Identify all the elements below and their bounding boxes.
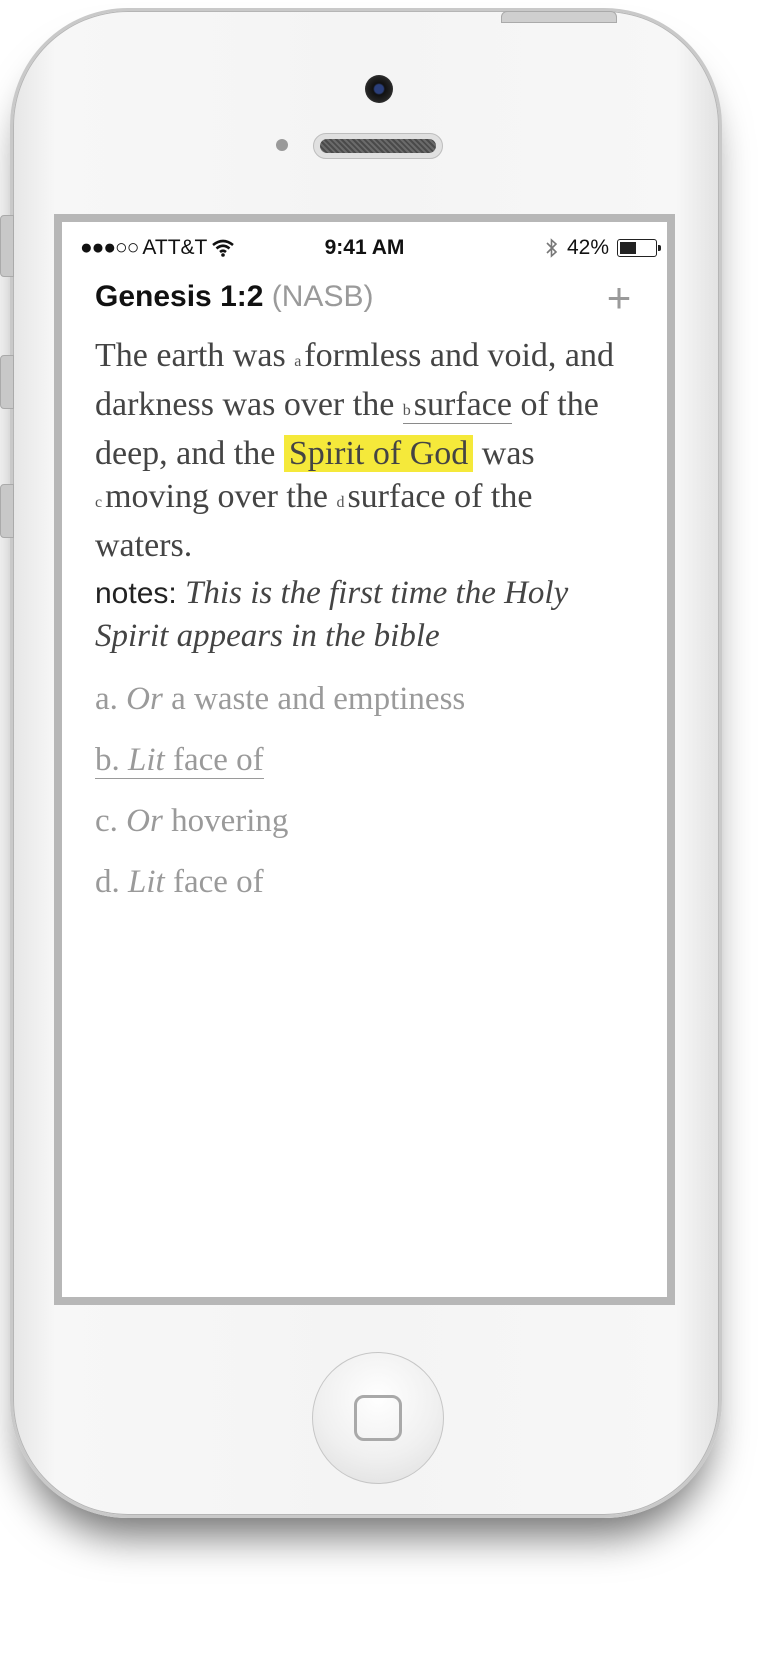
verse-segment: moving over the bbox=[105, 478, 337, 515]
footnote-letter: c. bbox=[95, 803, 118, 839]
footnote-item-c[interactable] bbox=[95, 800, 625, 861]
footnote-qualifier: Lit bbox=[128, 742, 165, 778]
volume-down-button bbox=[0, 484, 14, 538]
verse-segment[interactable]: surface bbox=[413, 386, 512, 423]
battery-percent: 42% bbox=[566, 236, 609, 259]
footnote-text: face of bbox=[172, 864, 264, 900]
highlighted-phrase[interactable]: Spirit of God bbox=[284, 435, 473, 472]
footnote-item-b[interactable] bbox=[95, 739, 625, 800]
mute-switch bbox=[0, 215, 14, 277]
screen bbox=[54, 214, 675, 1305]
notes-text[interactable]: This is the first time the Holy Spirit appears in the bible bbox=[95, 575, 569, 654]
home-button[interactable] bbox=[312, 1352, 444, 1484]
verse-text bbox=[95, 334, 625, 567]
footnote-text: hovering bbox=[171, 803, 289, 839]
verse-segment: surface of the waters. bbox=[95, 478, 533, 564]
footnote-letter: d. bbox=[95, 864, 120, 900]
footnote-marker-a[interactable]: a bbox=[294, 353, 302, 370]
underlined-phrase bbox=[403, 386, 512, 424]
carrier-name: ATT&T bbox=[142, 236, 208, 259]
footnote-qualifier: Or bbox=[126, 681, 163, 717]
verse-segment: formless and void, and darkness was over the bbox=[95, 337, 615, 423]
footnote-item-d[interactable] bbox=[95, 861, 625, 922]
bible-version[interactable]: (NASB) bbox=[271, 280, 374, 313]
footnote-marker-b[interactable]: b bbox=[402, 402, 411, 419]
verse-segment: was bbox=[473, 435, 535, 472]
footnote-marker-c[interactable]: c bbox=[95, 494, 103, 511]
status-bar bbox=[72, 230, 657, 264]
footnote-list bbox=[95, 678, 625, 922]
power-button bbox=[501, 11, 617, 23]
notes-label: notes: bbox=[95, 577, 177, 610]
battery-icon bbox=[617, 239, 657, 257]
add-button[interactable]: + bbox=[606, 274, 632, 321]
verse-segment: of the deep, and the bbox=[95, 386, 599, 472]
signal-strength: ●●●○○ bbox=[80, 236, 139, 259]
page-title bbox=[95, 280, 373, 314]
footnote-letter: b. bbox=[95, 742, 120, 778]
speaker-grille bbox=[313, 133, 443, 159]
footnote-qualifier: Or bbox=[126, 803, 163, 839]
status-time: 9:41 AM bbox=[324, 236, 405, 259]
footnote-text: a waste and emptiness bbox=[171, 681, 466, 717]
footnote-marker-d[interactable]: d bbox=[336, 494, 345, 511]
proximity-sensor bbox=[276, 139, 288, 151]
footnote-letter: a. bbox=[95, 681, 118, 717]
footnote-text: face of bbox=[172, 742, 264, 778]
notes bbox=[95, 572, 625, 658]
footnote-qualifier: Lit bbox=[128, 864, 165, 900]
camera-icon bbox=[365, 75, 393, 103]
verse-segment: The earth was bbox=[95, 337, 295, 374]
volume-up-button bbox=[0, 355, 14, 409]
verse-reference: Genesis 1:2 bbox=[95, 280, 264, 313]
footnote-item-a[interactable] bbox=[95, 678, 625, 739]
home-square-icon bbox=[354, 1395, 402, 1441]
bluetooth-icon bbox=[545, 238, 559, 258]
